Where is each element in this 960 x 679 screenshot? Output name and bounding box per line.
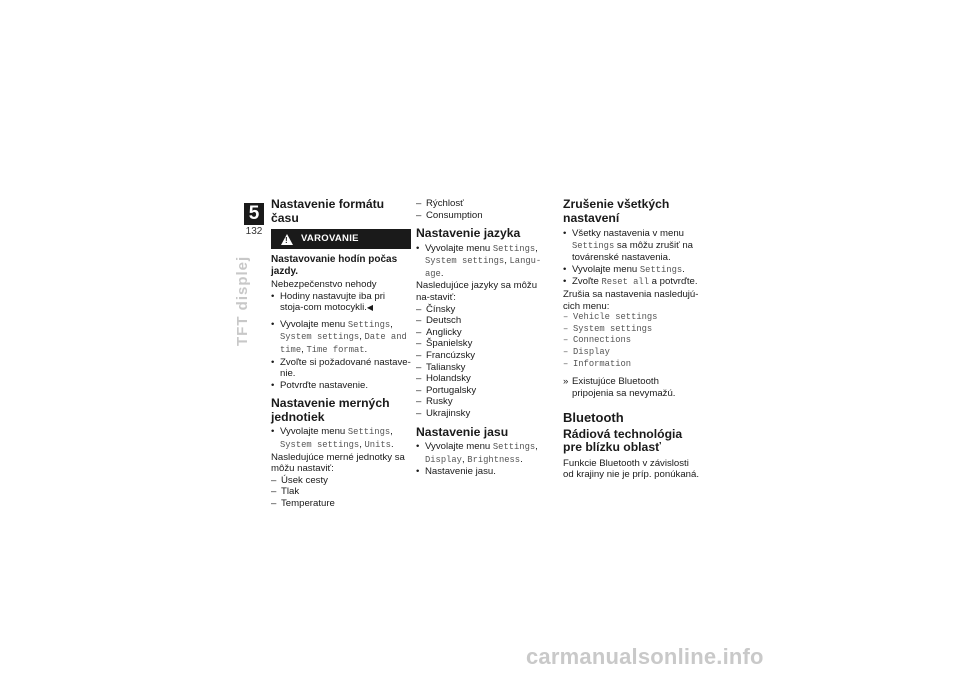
list-item: – Rusky xyxy=(416,396,552,408)
heading-units: Nastavenie merných jednotiek xyxy=(271,396,390,424)
list-item: – Portugalsky xyxy=(416,385,552,397)
list-item: – Ukrajinsky xyxy=(416,408,552,420)
heading-language: Nastavenie jazyka xyxy=(416,226,521,241)
warning-label: VAROVANIE xyxy=(301,233,359,245)
list-item: • Vyvolajte menu Settings, System settings, Langu-age. xyxy=(416,243,552,281)
bluetooth-text: Funkcie Bluetooth v závislosti od krajiny nie je príp. ponúkaná. xyxy=(563,457,699,481)
warning-triangle-icon xyxy=(281,234,293,245)
watermark-text: carmanualsonline.info xyxy=(526,644,764,669)
list-item: • Vyvolajte menu Settings, Display, Brightness. xyxy=(416,441,552,466)
warning-subtext: Nebezpečenstvo nehody xyxy=(271,279,377,290)
page-number: 132 xyxy=(245,226,263,237)
units-intro: Nasledujúce merné jednotky sa môžu nastaviť: xyxy=(271,451,405,475)
list-item: – Deutsch xyxy=(416,315,552,327)
languages-intro: Nasledujúce jazyky sa môžu na-staviť: xyxy=(416,280,538,304)
list-item: • Vyvolajte menu Settings, System settings, Units. xyxy=(271,426,411,451)
end-mark-icon: ◀ xyxy=(366,303,374,313)
warning-bullet: • Hodiny nastavujte iba pri stoja-com motocykli.◀ xyxy=(271,291,411,314)
list-item: – Consumption xyxy=(416,210,552,222)
list-item: – Holandsky xyxy=(416,373,552,385)
list-item: – Francúzsky xyxy=(416,350,552,362)
list-item: • Vyvolajte menu Settings, System settings, Date and time, Time format. xyxy=(271,319,411,357)
list-item: • Zvoľte si požadované nastave-nie. xyxy=(271,357,411,380)
section-side-title xyxy=(232,255,276,346)
column-2 xyxy=(416,198,552,478)
list-item: – Temperature xyxy=(271,498,411,510)
list-item: • Zvoľte Reset all a potvrďte. xyxy=(563,276,699,289)
list-item: – Display xyxy=(563,347,699,359)
list-item: – Úsek cesty xyxy=(271,475,411,487)
heading-reset: Zrušenie všetkých nastavení xyxy=(563,197,670,225)
list-item: – Anglicky xyxy=(416,327,552,339)
chapter-number: 5 xyxy=(244,203,264,225)
list-item: – Connections xyxy=(563,335,699,347)
heading-brightness: Nastavenie jasu xyxy=(416,424,509,439)
warning-banner xyxy=(271,229,411,249)
list-item: – System settings xyxy=(563,324,699,336)
section-title-text: TFT displej xyxy=(234,255,251,346)
list-item: – Vehicle settings xyxy=(563,312,699,324)
list-item: • Všetky nastavenia v menu Settings sa môžu zrušiť na továrenské nastavenia. xyxy=(563,228,699,264)
list-item: • Nastavenie jasu. xyxy=(416,466,552,478)
column-3 xyxy=(563,198,699,481)
heading-bluetooth-sub: Rádiová technológia pre blízku oblasť xyxy=(563,426,683,455)
list-item: – Taliansky xyxy=(416,362,552,374)
list-item: – Čínsky xyxy=(416,304,552,316)
list-item: • Potvrďte nastavenie. xyxy=(271,380,411,392)
list-item: – Tlak xyxy=(271,486,411,498)
list-item: – Rýchlosť xyxy=(416,198,552,210)
heading-bluetooth: Bluetooth xyxy=(563,410,624,426)
list-item: – Information xyxy=(563,359,699,371)
heading-time-format: Nastavenie formátu času xyxy=(271,197,385,225)
list-item: • Vyvolajte menu Settings. xyxy=(563,264,699,277)
warning-heading: Nastavovanie hodín počas jazdy. xyxy=(271,254,398,277)
column-1 xyxy=(271,198,411,510)
reset-intro: Zrušia sa nastavenia nasledujú-cich menu: xyxy=(563,288,699,312)
result-note: » Existujúce Bluetooth pripojenia sa nevymažú. xyxy=(563,376,699,399)
list-item: – Španielsky xyxy=(416,338,552,350)
